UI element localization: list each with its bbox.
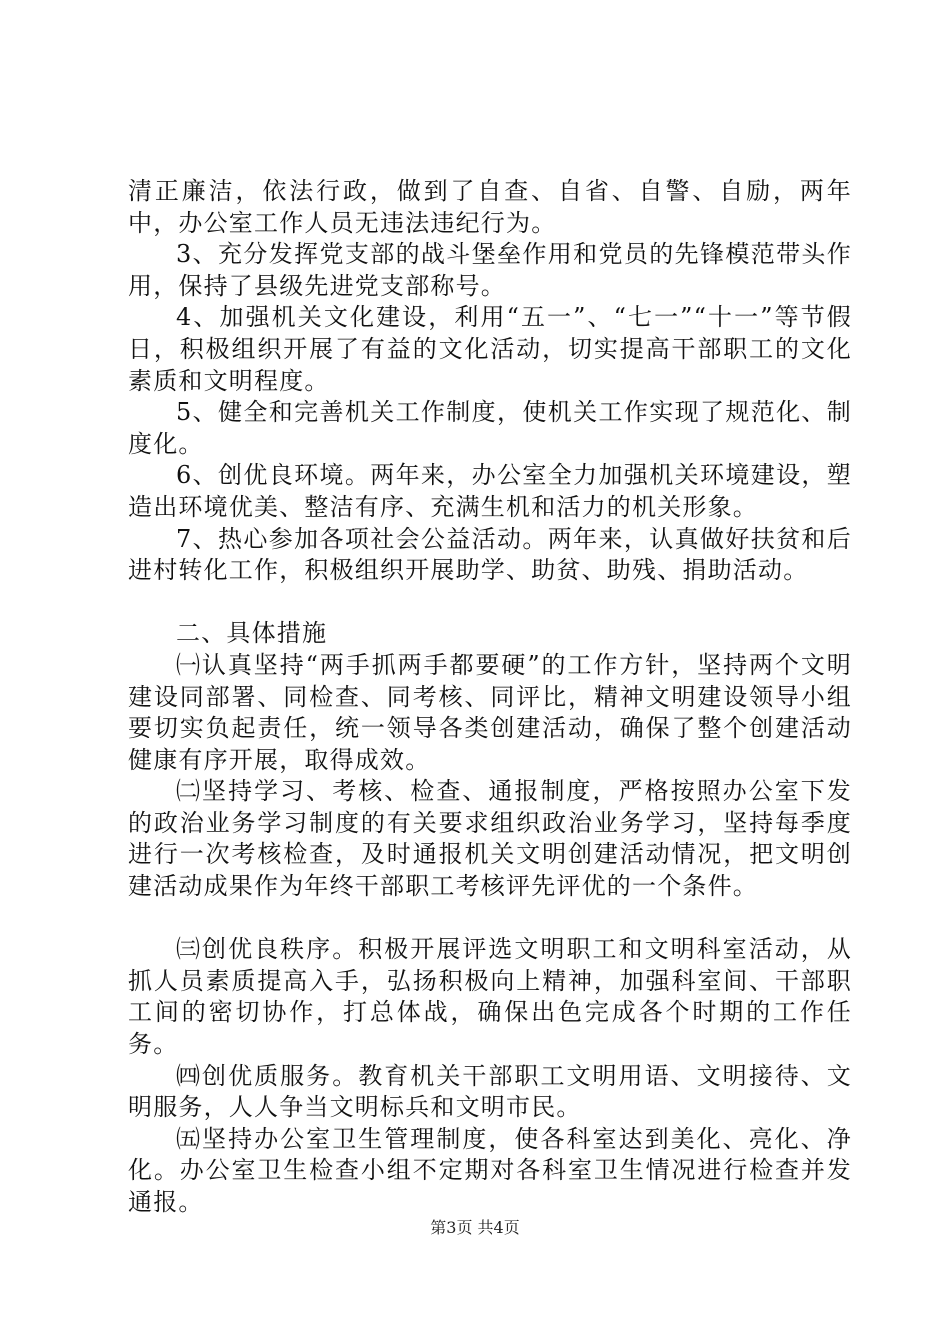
page-footer (0, 1218, 950, 1238)
paragraph-item-4: 4、加强机关文化建设，利用“五一”、“七一”“十一”等节假日，积极组织开展了有益的文化活动，切实提高干部职工的文化素质和文明程度。 (128, 303, 852, 395)
paragraph-measure-5: ㈤坚持办公室卫生管理制度，使各科室达到美化、亮化、净化。办公室卫生检查小组不定期对各科室卫生情况进行检查并发通报。 (128, 1124, 852, 1216)
paragraph-item-7: 7、热心参加各项社会公益活动。两年来，认真做好扶贫和后进村转化工作，积极组织开展助学、助贫、助残、捐助活动。 (128, 524, 852, 585)
paragraph-item-6: 6、创优良环境。两年来，办公室全力加强机关环境建设，塑造出环境优美、整洁有序、充满生机和活力的机关形象。 (128, 461, 852, 521)
section-heading-measures: 二、具体措施 (176, 619, 328, 648)
paragraph-measure-1: ㈠认真坚持“两手抓两手都要硬”的工作方针，坚持两个文明建设同部署、同检查、同考核、同评比，精神文明建设领导小组要切实负起责任，统一领导各类创建活动，确保了整个创建活动健康有序开展，取得成效。 (128, 650, 852, 774)
paragraph-measure-2: ㈡坚持学习、考核、检查、通报制度，严格按照办公室下发的政治业务学习制度的有关要求组织政治业务学习，坚持每季度进行一次考核检查，及时通报机关文明创建活动情况，把文明创建活动成果作为年终干部职工考核评先评优的一个条件。 (128, 777, 852, 901)
paragraph-continuation: 清正廉洁，依法行政，做到了自查、自省、自警、自励，两年中，办公室工作人员无违法违纪行为。 (128, 177, 852, 237)
paragraph-item-3: 3、充分发挥党支部的战斗堡垒作用和党员的先锋模范带头作用，保持了县级先进党支部称号。 (128, 240, 852, 300)
document-body (128, 176, 852, 1219)
paragraph-measure-4: ㈣创优质服务。教育机关干部职工文明用语、文明接待、文明服务，人人争当文明标兵和文明市民。 (128, 1061, 852, 1122)
page-number-label: 第3页 共4页 (430, 1218, 520, 1237)
paragraph-item-5: 5、健全和完善机关工作制度，使机关工作实现了规范化、制度化。 (128, 398, 852, 458)
paragraph-measure-3: ㈢创优良秩序。积极开展评选文明职工和文明科室活动，从抓人员素质提高入手，弘扬积极向上精神，加强科室间、干部职工间的密切协作，打总体战，确保出色完成各个时期的工作任务。 (128, 935, 852, 1059)
